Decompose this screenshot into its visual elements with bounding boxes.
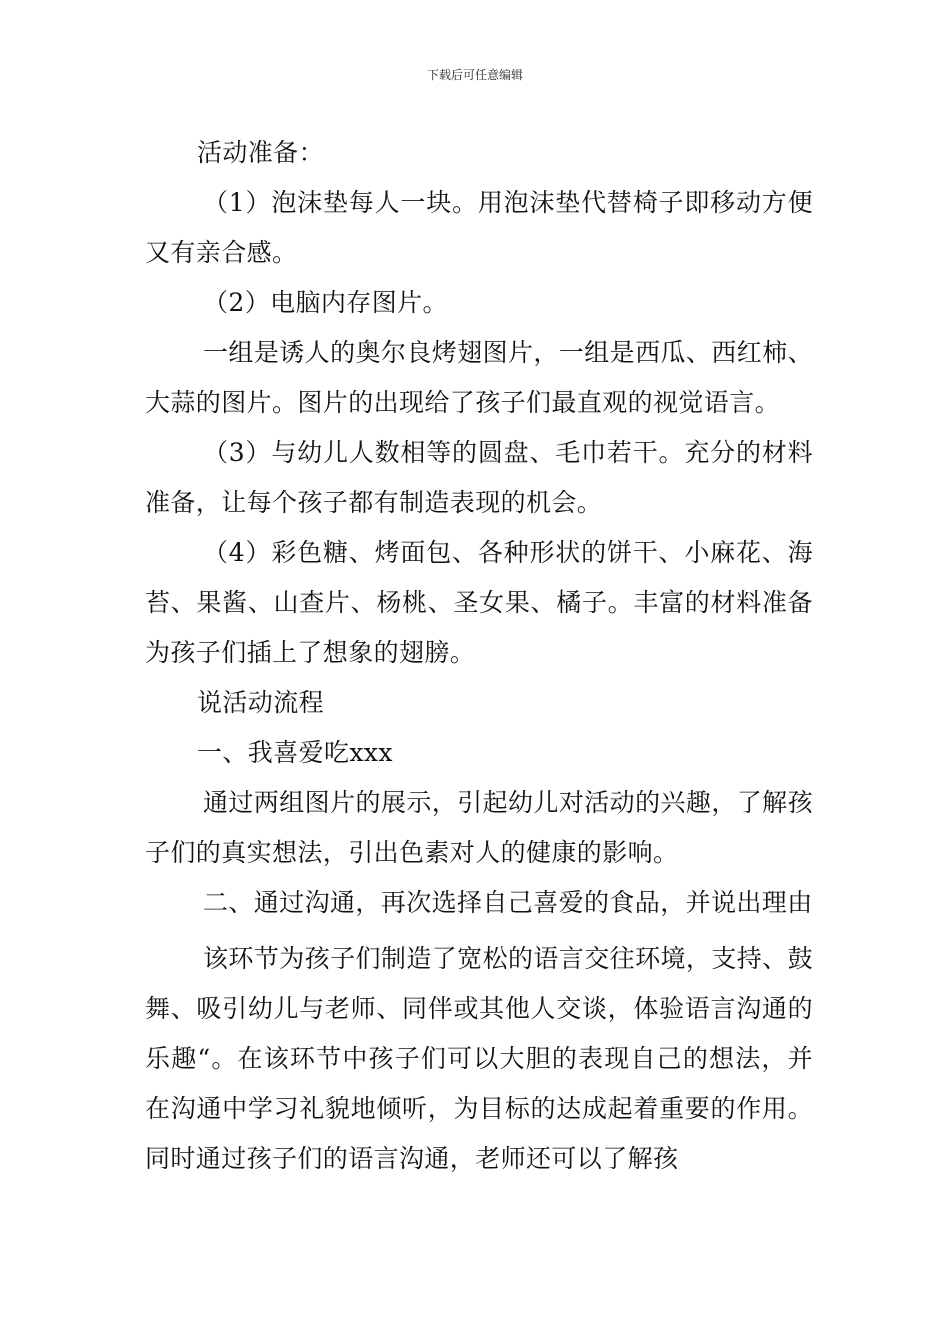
paragraph-pictures: 一组是诱人的奥尔良烤翅图片，一组是西瓜、西红柿、大蒜的图片。图片的出现给了孩子们最直观的视觉语言。 (145, 338, 813, 417)
page-header: 下载后可任意编辑 (426, 68, 523, 82)
step-heading-2: 二、通过沟通，再次选择自己喜爱的食品，并说出理由 (203, 888, 813, 917)
section-heading-process: 说活动流程 (197, 688, 325, 717)
paragraph-step-1: 通过两组图片的展示，引起幼儿对活动的兴趣，了解孩子们的真实想法，引出色素对人的健康的影响。 (145, 788, 813, 867)
step-heading-1: 一、我喜爱吃xxx (197, 738, 393, 767)
paragraph-step-2: 该环节为孩子们制造了宽松的语言交往环境，支持、鼓舞、吸引幼儿与老师、同伴或其他人交谈，体验语言沟通的乐趣“。在该环节中孩子们可以大胆的表现自己的想法，并在沟通中学习礼貌地倾听，为目标的达成起着重要的作用。同时通过孩子们的语言沟通，老师还可以了解孩 (145, 944, 813, 1173)
paragraph-item-2: （2）电脑内存图片。 (203, 288, 448, 317)
paragraph-item-4: （4）彩色糖、烤面包、各种形状的饼干、小麻花、海苔、果酱、山查片、杨桃、圣女果、橘子。丰富的材料准备为孩子们插上了想象的翅膀。 (145, 538, 813, 667)
paragraph-item-3: （3）与幼儿人数相等的圆盘、毛巾若干。充分的材料准备，让每个孩子都有制造表现的机会。 (145, 438, 813, 517)
paragraph-item-1: （1）泡沫垫每人一块。用泡沫垫代替椅子即移动方便又有亲合感。 (145, 188, 813, 267)
section-heading-preparation: 活动准备： (197, 138, 325, 167)
document-body (145, 128, 813, 1184)
